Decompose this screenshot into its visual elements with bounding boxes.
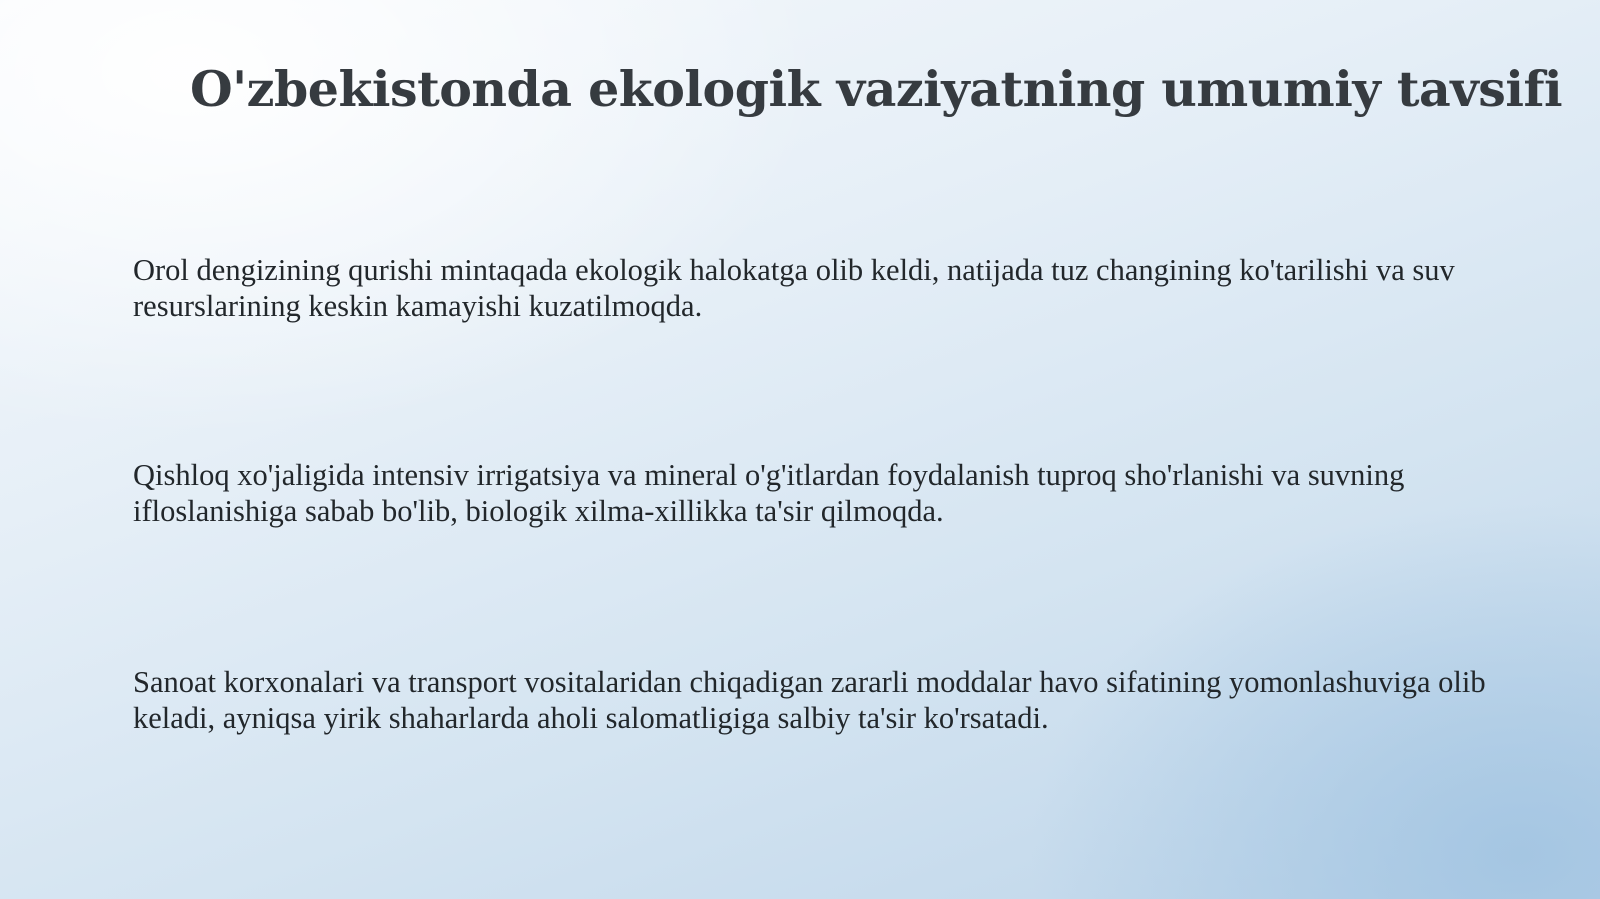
paragraph-aral-sea: Orol dengizining qurishi mintaqada ekologik halokatga olib keldi, natijada tuz changining ko'tarilishi va suv resurslarining keskin kamayishi kuzatilmoqda. [133, 253, 1455, 323]
paragraph-agriculture: Qishloq xo'jaligida intensiv irrigatsiya va mineral o'g'itlardan foydalanish tuproq sho'rlanishi va suvning ifloslanishiga sabab bo'lib, biologik xilma-xillikka ta'sir qilmoqda. [133, 458, 1405, 528]
slide-title: O'zbekistonda ekologik vaziyatning umumiy tavsifi [190, 60, 1563, 118]
paragraph-industry: Sanoat korxonalari va transport vositalaridan chiqadigan zararli moddalar havo sifatining yomonlashuviga olib keladi, ayniqsa yirik shaharlarda aholi salomatligiga salbiy ta'sir ko'rsatadi. [133, 665, 1486, 735]
